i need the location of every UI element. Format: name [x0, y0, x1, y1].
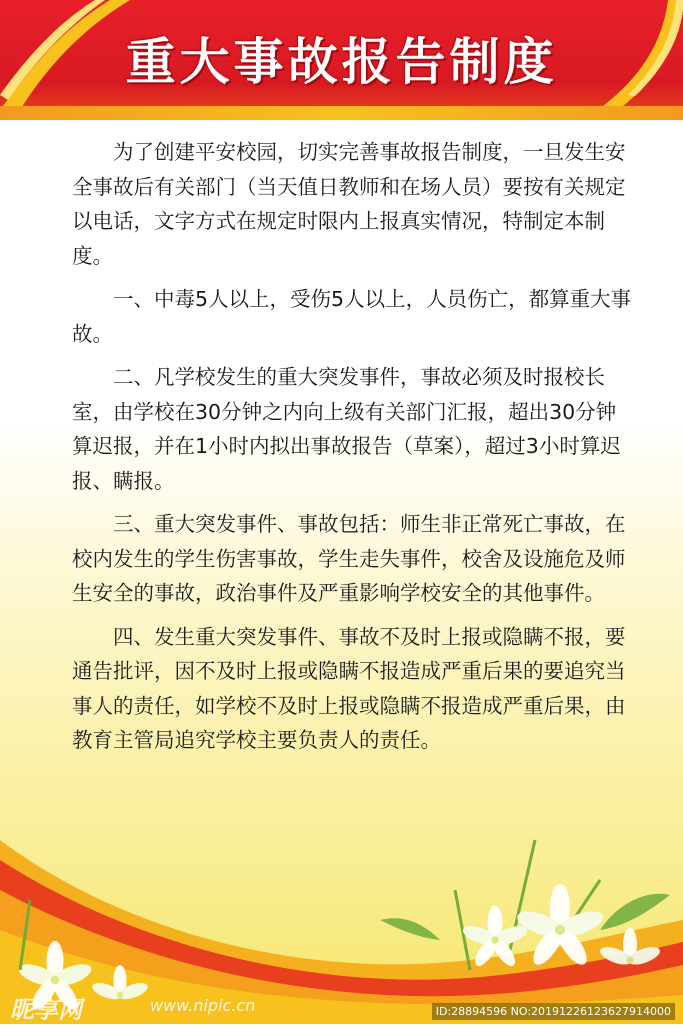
header-banner — [0, 0, 683, 120]
watermark-id: ID:28894596 NO:20191226123627914000 — [432, 1003, 675, 1020]
watermark-url: www.nipic.cn — [150, 996, 256, 1015]
paragraph-intro: 为了创建平安校园，切实完善事故报告制度，一旦发生安全事故后有关部门（当天值日教师和在场人员）要按有关规定以电话，文字方式在规定时限内上报真实情况，特制定本制度。 — [72, 140, 626, 268]
paragraph-item-3: 三、重大突发事件、事故包括：师生非正常死亡事故，在校内发生的学生伤害事故，学生走失事件，校舍及设施危及师生安全的事故，政治事件及严重影响学校安全的其他事件。 — [72, 512, 626, 605]
regulation-body — [72, 135, 632, 767]
paragraph-item-2: 二、凡学校发生的重大突发事件，事故必须及时报校长室，由学校在30分钟之内向上级有关部门汇报，超出30分钟算迟报，并在1小时内拟出事故报告（草案），超过3小时算迟报、瞒报。 — [72, 365, 621, 493]
header-divider-band — [0, 106, 683, 120]
paragraph-item-1: 一、中毒5人以上，受伤5人以上，人员伤亡，都算重大事故。 — [72, 287, 632, 346]
watermark-logo: 昵享网 — [10, 996, 82, 1024]
page-title: 重大事故报告制度 — [125, 33, 558, 91]
bottom-decoration — [0, 820, 683, 1024]
paragraph-item-4: 四、发生重大突发事件、事故不及时上报或隐瞒不报，要通告批评，因不及时上报或隐瞒不报造成严重后果的要追究当事人的责任，如学校不及时上报或隐瞒不报造成严重后果，由教育主管局追究学校主要负责人的责任。 — [72, 624, 626, 752]
